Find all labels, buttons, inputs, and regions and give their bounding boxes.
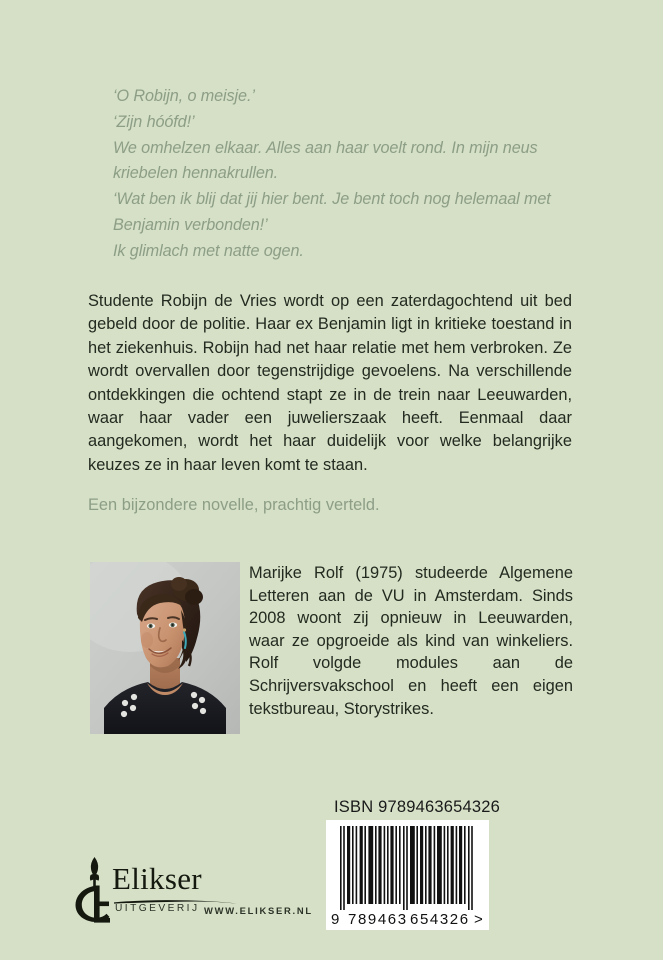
author-bio-paragraph: Marijke Rolf (1975) studeerde Algemene Letteren aan de VU in Amsterdam. Sinds 2008 woont zij opnieuw in Leeuwarden, waar ze opgroeide als kind van winkeliers. Rolf volgde modules aan de Schrijversvakschool en heeft een eigen tekstbureau, Storystrikes. <box>249 564 573 718</box>
quote-line-4: ‘Wat ben ik blij dat jij hier bent. Je bent toch nog helemaal met Benjamin verbonden!’ <box>113 190 556 234</box>
author-bio <box>249 562 573 720</box>
publisher-subtitle: UITGEVERIJ <box>115 903 200 914</box>
isbn-label: ISBN 9789463654326 <box>334 798 500 816</box>
barcode-right-group: 654326 <box>410 911 470 928</box>
quote-line-2: ‘Zijn hóófd!’ <box>113 112 195 131</box>
barcode-leading-digit: 9 <box>331 911 340 928</box>
barcode-left-group: 789463 <box>348 911 408 928</box>
pull-quote <box>113 84 573 265</box>
quote-line-3: We omhelzen elkaar. Alles aan haar voelt rond. In mijn neus kriebelen hennakrullen. <box>113 138 542 183</box>
blurb-paragraph: Studente Robijn de Vries wordt op een zaterdagochtend uit bed gebeld door de politie. Haar ex Benjamin ligt in kritieke toestand in het ziekenhuis. Robijn had net haar relatie met hem verbroken. Ze wordt overvallen door tegenstrijdige gevoelens. Na verschillende ontdekkingen die ochtend stapt ze in de trein naar Leeuwarden, waar haar vader een juwelierszaak heeft. Eenmaal daar aangekomen, wordt het haar duidelijk voor welke belangrijke keuzes ze in haar leven komt te staan. <box>88 292 572 474</box>
tagline: Een bijzondere novelle, prachtig verteld. <box>88 496 380 514</box>
author-portrait-photo <box>90 562 240 734</box>
quote-line-5: Ik glimlach met natte ogen. <box>113 241 304 260</box>
barcode-suffix: > <box>474 911 483 928</box>
quote-line-1: ‘O Robijn, o meisje.’ <box>113 87 255 105</box>
publisher-logo[interactable] <box>66 855 316 927</box>
isbn-barcode-area <box>326 798 516 930</box>
publisher-website[interactable]: WWW.ELIKSER.NL <box>204 905 313 916</box>
book-blurb <box>88 290 572 477</box>
ean13-barcode <box>326 820 489 930</box>
publisher-name: Elikser <box>112 861 202 896</box>
